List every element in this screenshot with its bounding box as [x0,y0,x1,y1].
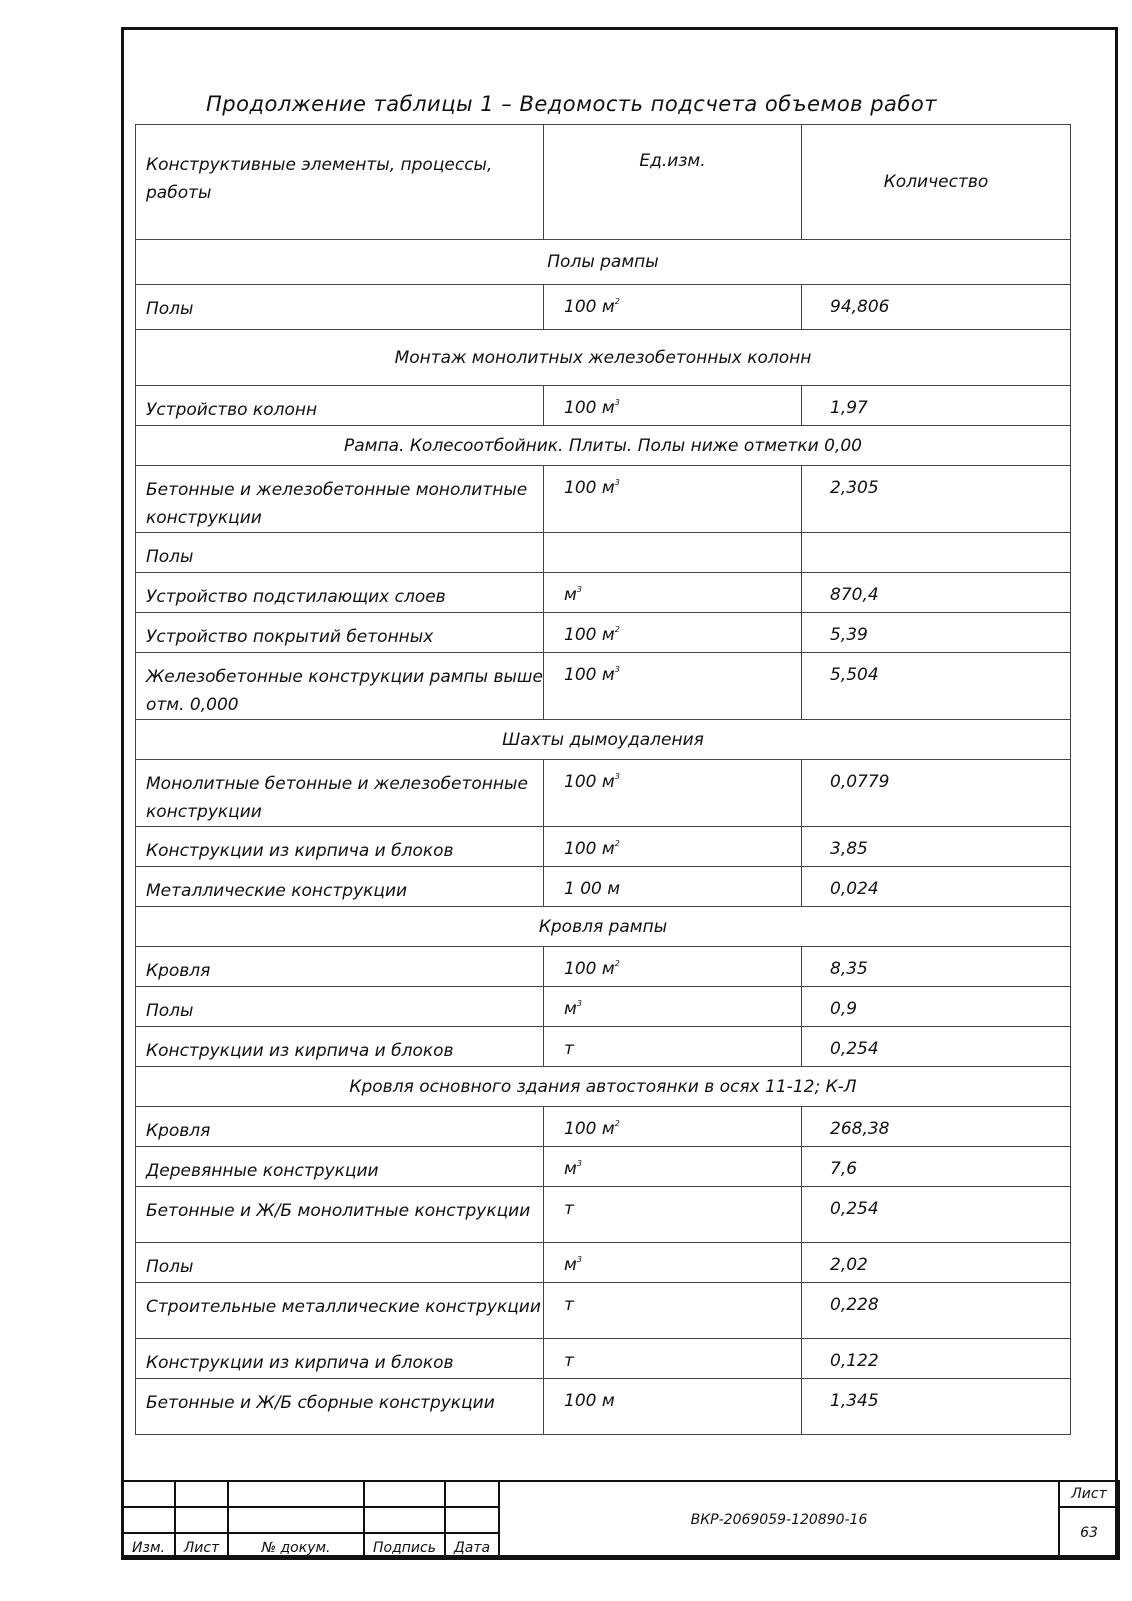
table-row [136,1027,1071,1067]
quantity: 2,02 [802,1243,1071,1283]
table-title: Продолжение таблицы 1 – Ведомость подсчета объемов работ [206,92,937,116]
unit: т [564,1295,574,1315]
unit-power: 3 [576,585,582,594]
work-name: Железобетонные конструкции рампы выше отм. 0,000 [136,653,544,720]
unit-cell [544,285,802,330]
unit-power: 3 [614,772,620,781]
title-block [121,1480,1118,1558]
unit [544,545,564,565]
unit: 100 м [564,839,615,859]
section-row [136,240,1071,285]
unit-cell [544,867,802,907]
unit: 100 м [564,1119,615,1139]
quantity: 0,9 [802,987,1071,1027]
quantity: 0,024 [802,867,1071,907]
unit-cell [544,386,802,426]
unit-power: 3 [576,999,582,1008]
quantity: 2,305 [802,466,1071,533]
quantity: 1,97 [802,386,1071,426]
work-name: Металлические конструкции [136,867,544,907]
table-row [136,1283,1071,1339]
stamp-dokum-label: № докум. [228,1533,364,1559]
unit-cell [544,1379,802,1435]
unit: 100 м [564,772,615,792]
unit-power: 2 [614,625,620,634]
stamp-izm-label: Изм. [122,1533,175,1559]
table-row [136,987,1071,1027]
unit: т [564,1039,574,1059]
unit-cell [544,1339,802,1379]
section-row [136,426,1071,466]
work-name: Конструкции из кирпича и блоков [136,1027,544,1067]
unit-cell [544,1187,802,1243]
unit-power: 3 [614,398,620,407]
work-name: Полы [136,987,544,1027]
table-row [136,573,1071,613]
table-row [136,947,1071,987]
work-name: Конструкции из кирпича и блоков [136,1339,544,1379]
quantity: 8,35 [802,947,1071,987]
stamp-cell [364,1481,445,1507]
unit-power: 2 [614,839,620,848]
work-name: Бетонные и железобетонные монолитные конструкции [136,466,544,533]
unit-power: 3 [614,478,620,487]
quantity: 5,504 [802,653,1071,720]
table-row [136,653,1071,720]
work-name: Конструкции из кирпича и блоков [136,827,544,867]
unit: 100 м [564,665,615,685]
quantity: 870,4 [802,573,1071,613]
unit-cell [544,533,802,573]
stamp-cell [175,1481,228,1507]
unit: м [564,1159,577,1179]
unit: 100 м [564,625,615,645]
quantity: 0,0779 [802,760,1071,827]
unit: м [564,585,577,605]
unit-cell [544,1107,802,1147]
table-row [136,1339,1071,1379]
section-title: Монтаж монолитных железобетонных колонн [136,330,1071,386]
unit-power: 3 [576,1255,582,1264]
table-row [136,1243,1071,1283]
section-title: Кровля рампы [136,907,1071,947]
work-name: Деревянные конструкции [136,1147,544,1187]
unit-power: 3 [614,665,620,674]
table-row [136,760,1071,827]
work-name: Монолитные бетонные и железобетонные конструкции [136,760,544,827]
table-row [136,533,1071,573]
work-name: Устройство колонн [136,386,544,426]
stamp-data-label: Дата [445,1533,499,1559]
work-name: Кровля [136,1107,544,1147]
unit-cell [544,653,802,720]
table-row [136,1147,1071,1187]
table-row [136,613,1071,653]
section-title: Полы рампы [136,240,1071,285]
work-name: Полы [136,533,544,573]
table-row [136,386,1071,426]
unit-power: 3 [576,1159,582,1168]
header-col-unit: Ед.изм. [544,125,802,240]
unit-cell [544,947,802,987]
quantity: 1,345 [802,1379,1071,1435]
stamp-cell [445,1507,499,1533]
table-row [136,285,1071,330]
unit: м [564,1255,577,1275]
section-row [136,907,1071,947]
unit-cell [544,1243,802,1283]
unit-power: 2 [614,959,620,968]
header-col-elements: Конструктивные элементы, процессы, работы [136,125,544,240]
section-row [136,720,1071,760]
unit-cell [544,760,802,827]
table-row [136,466,1071,533]
stamp-list-label: Лист [175,1533,228,1559]
table-row [136,827,1071,867]
section-row [136,1067,1071,1107]
unit-cell [544,827,802,867]
stamp-cell [445,1481,499,1507]
table-header-row [136,125,1071,240]
unit-cell [544,1147,802,1187]
quantity: 268,38 [802,1107,1071,1147]
stamp-cell [364,1507,445,1533]
stamp-podpis-label: Подпись [364,1533,445,1559]
unit-cell [544,613,802,653]
stamp-cell [122,1481,175,1507]
table-row [136,1187,1071,1243]
quantity: 5,39 [802,613,1071,653]
volume-table [135,124,1071,1435]
section-title: Рампа. Колесоотбойник. Плиты. Полы ниже отметки 0,00 [136,426,1071,466]
sheet-number: 63 [1059,1507,1119,1559]
table-row [136,1379,1071,1435]
section-title: Кровля основного здания автостоянки в осях 11-12; К-Л [136,1067,1071,1107]
unit: 100 м [564,398,615,418]
work-name: Строительные металлические конструкции [136,1283,544,1339]
work-name: Устройство покрытий бетонных [136,613,544,653]
quantity: 94,806 [802,285,1071,330]
unit: м [564,999,577,1019]
quantity: 3,85 [802,827,1071,867]
stamp-cell [228,1507,364,1533]
stamp-cell [228,1481,364,1507]
sheet-label: Лист [1059,1481,1119,1507]
unit: 100 м [564,297,615,317]
unit: 100 м [564,1391,615,1411]
unit: т [564,1199,574,1219]
table-row [136,867,1071,907]
unit-cell [544,466,802,533]
quantity: 7,6 [802,1147,1071,1187]
work-name: Бетонные и Ж/Б монолитные конструкции [136,1187,544,1243]
unit: 100 м [564,478,615,498]
unit-cell [544,573,802,613]
quantity: 0,228 [802,1283,1071,1339]
quantity: 0,254 [802,1187,1071,1243]
work-name: Полы [136,285,544,330]
quantity [802,533,1071,573]
unit-cell [544,987,802,1027]
unit: т [564,1351,574,1371]
section-row [136,330,1071,386]
stamp-cell [122,1507,175,1533]
unit: 1 00 м [564,879,621,899]
quantity: 0,122 [802,1339,1071,1379]
table-row [136,1107,1071,1147]
work-name: Бетонные и Ж/Б сборные конструкции [136,1379,544,1435]
header-col-quantity: Количество [802,125,1071,240]
unit: 100 м [564,959,615,979]
section-title: Шахты дымоудаления [136,720,1071,760]
unit-power: 2 [614,1119,620,1128]
work-name: Полы [136,1243,544,1283]
unit-power: 2 [614,297,620,306]
quantity: 0,254 [802,1027,1071,1067]
unit-cell [544,1283,802,1339]
stamp-cell [175,1507,228,1533]
unit-cell [544,1027,802,1067]
work-name: Устройство подстилающих слоев [136,573,544,613]
document-code: ВКР-2069059-120890-16 [499,1481,1059,1559]
work-name: Кровля [136,947,544,987]
